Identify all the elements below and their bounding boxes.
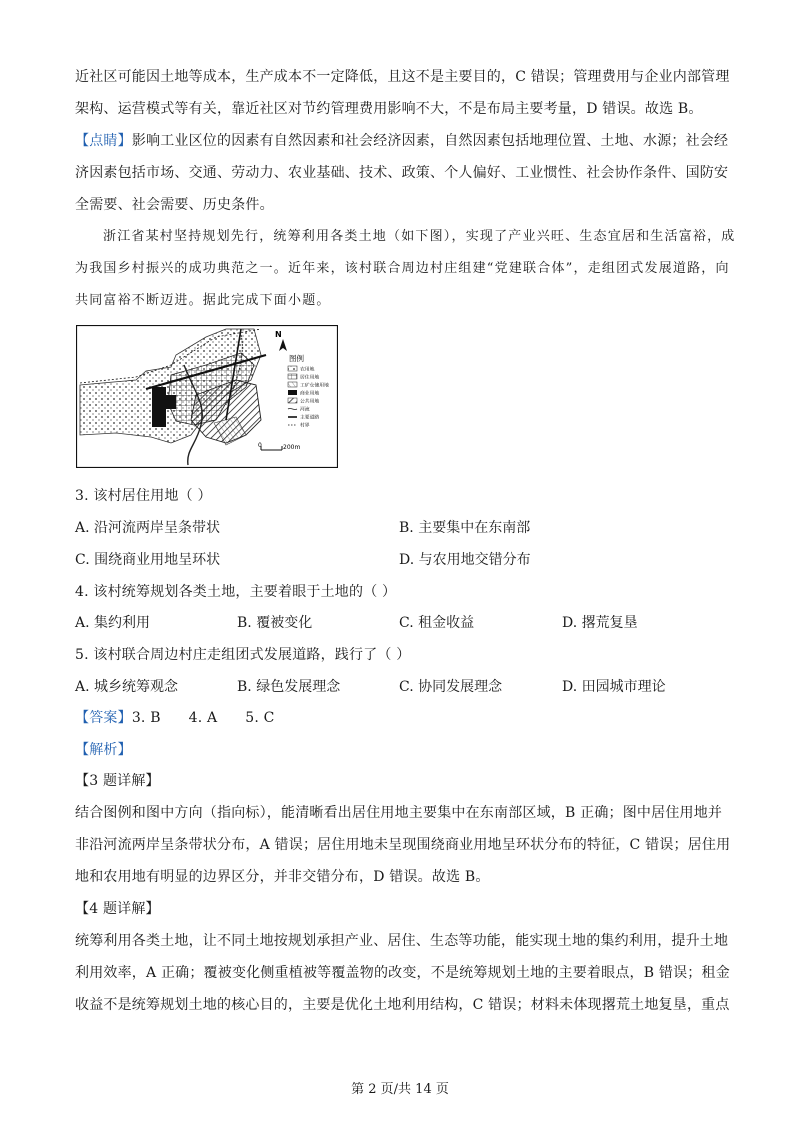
answer-text: 3. B 4. A 5. C [131,710,275,726]
tip-line-1 [75,131,729,151]
q4-option-a: A. 集约利用 [75,615,151,631]
q5-option-d: D. 田园城市理论 [562,679,666,695]
answer-line [75,708,725,728]
detail-3-line-2: 非沿河流两岸呈条带状分布，A 错误；居住用地未呈现围绕商业用地呈环状分布的特征，C 错误；居住用 [75,837,731,853]
detail-4-line-2: 利用效率，A 正确；覆被变化侧重植被等覆盖物的改变，不是统筹规划土地的主要着眼点，B 错误；租金 [75,965,730,981]
q3-option-d: D. 与农用地交错分布 [399,552,531,568]
prev-line-5: 全需要、社会需要、历史条件。 [75,197,274,213]
legend-item: 河流 [300,407,310,413]
prev-line-1: 近社区可能因土地等成本，生产成本不一定降低，且这不是主要目的，C 错误；管理费用与企业内部管理 [75,69,730,85]
q5-option-a: A. 城乡统筹观念 [75,679,179,695]
svg-text:200m: 200m [283,444,301,451]
legend-item: 农用地 [300,367,315,373]
detail-3-line-3: 地和农用地有明显的边界区分，并非交错分布，D 错误。故选 B。 [75,869,490,885]
detail-4-heading: 【4 题详解】 [75,901,160,917]
q4-option-d: D. 撂荒复垦 [562,615,638,631]
tip-text: 影响工业区位的因素有自然因素和社会经济因素，自然因素包括地理位置、土地、水源；社会经 [131,133,729,149]
detail-3-heading: 【3 题详解】 [75,773,160,789]
q3-option-a: A. 沿河流两岸呈条带状 [75,520,221,536]
legend-item: 工矿仓储用地 [300,383,329,389]
detail-4-line-3: 收益不是统筹规划土地的核心目的，主要是优化土地利用结构，C 错误；材料未体现撂荒土地复垦，重点 [75,997,730,1013]
analysis-tag: 【解析】 [75,742,132,758]
q5-option-c: C. 协同发展理念 [399,679,503,695]
prev-line-2: 架构、运营模式等有关，靠近社区对节约管理费用影响不大，不是布局主要考量，D 错误。故选 B。 [75,101,703,117]
legend-item: 主要道路 [300,415,320,421]
q3-option-c: C. 围绕商业用地呈环状 [75,552,221,568]
intro-line-2: 为我国乡村振兴的成功典范之一。近年来，该村联合周边村庄组建“党建联合体”，走组团式发展道路，向 [75,261,730,276]
page-footer: 第 2 页/共 14 页 [351,1082,449,1097]
detail-3-line-1: 结合图例和图中方向（指向标），能清晰看出居住用地主要集中在东南部区域，B 正确；图中居住用地并 [75,805,723,821]
q4-stem: 4. 该村统筹规划各类土地，主要着眼于土地的（ ） [75,584,397,600]
intro-line-1: 浙江省某村坚持规划先行，统筹利用各类土地（如下图），实现了产业兴旺、生态宜居和生活富裕，成 [103,229,736,244]
prev-line-4: 济因素包括市场、交通、劳动力、农业基础、技术、政策、个人偏好、工业惯性、社会协作条件、国防安 [75,165,729,181]
intro-line-3: 共同富裕不断迈进。据此完成下面小题。 [75,293,331,308]
answer-tag: 【答案】 [75,710,132,726]
legend-item: 居住用地 [300,375,320,381]
q4-option-b: B. 覆被变化 [237,615,313,631]
tip-tag: 【点睛】 [75,133,132,149]
north-label: N [275,330,282,339]
legend-item: 商业用地 [300,391,320,397]
svg-text:0: 0 [258,442,262,449]
detail-4-line-1: 统筹利用各类土地，让不同土地按规划承担产业、居住、生态等功能，能实现土地的集约利用，提升土地 [75,933,729,949]
q3-option-b: B. 主要集中在东南部 [399,520,531,536]
land-use-map [76,325,338,468]
q5-stem: 5. 该村联合周边村庄走组团式发展道路，践行了（ ） [75,647,411,663]
map-commercial [152,387,166,427]
legend-title: 图例 [289,354,304,363]
q4-option-c: C. 租金收益 [399,615,475,631]
legend-item: 村界 [300,423,310,429]
q3-stem: 3. 该村居住用地（ ） [75,488,212,504]
q5-option-b: B. 绿色发展理念 [237,679,341,695]
legend-item: 公共用地 [300,399,320,405]
